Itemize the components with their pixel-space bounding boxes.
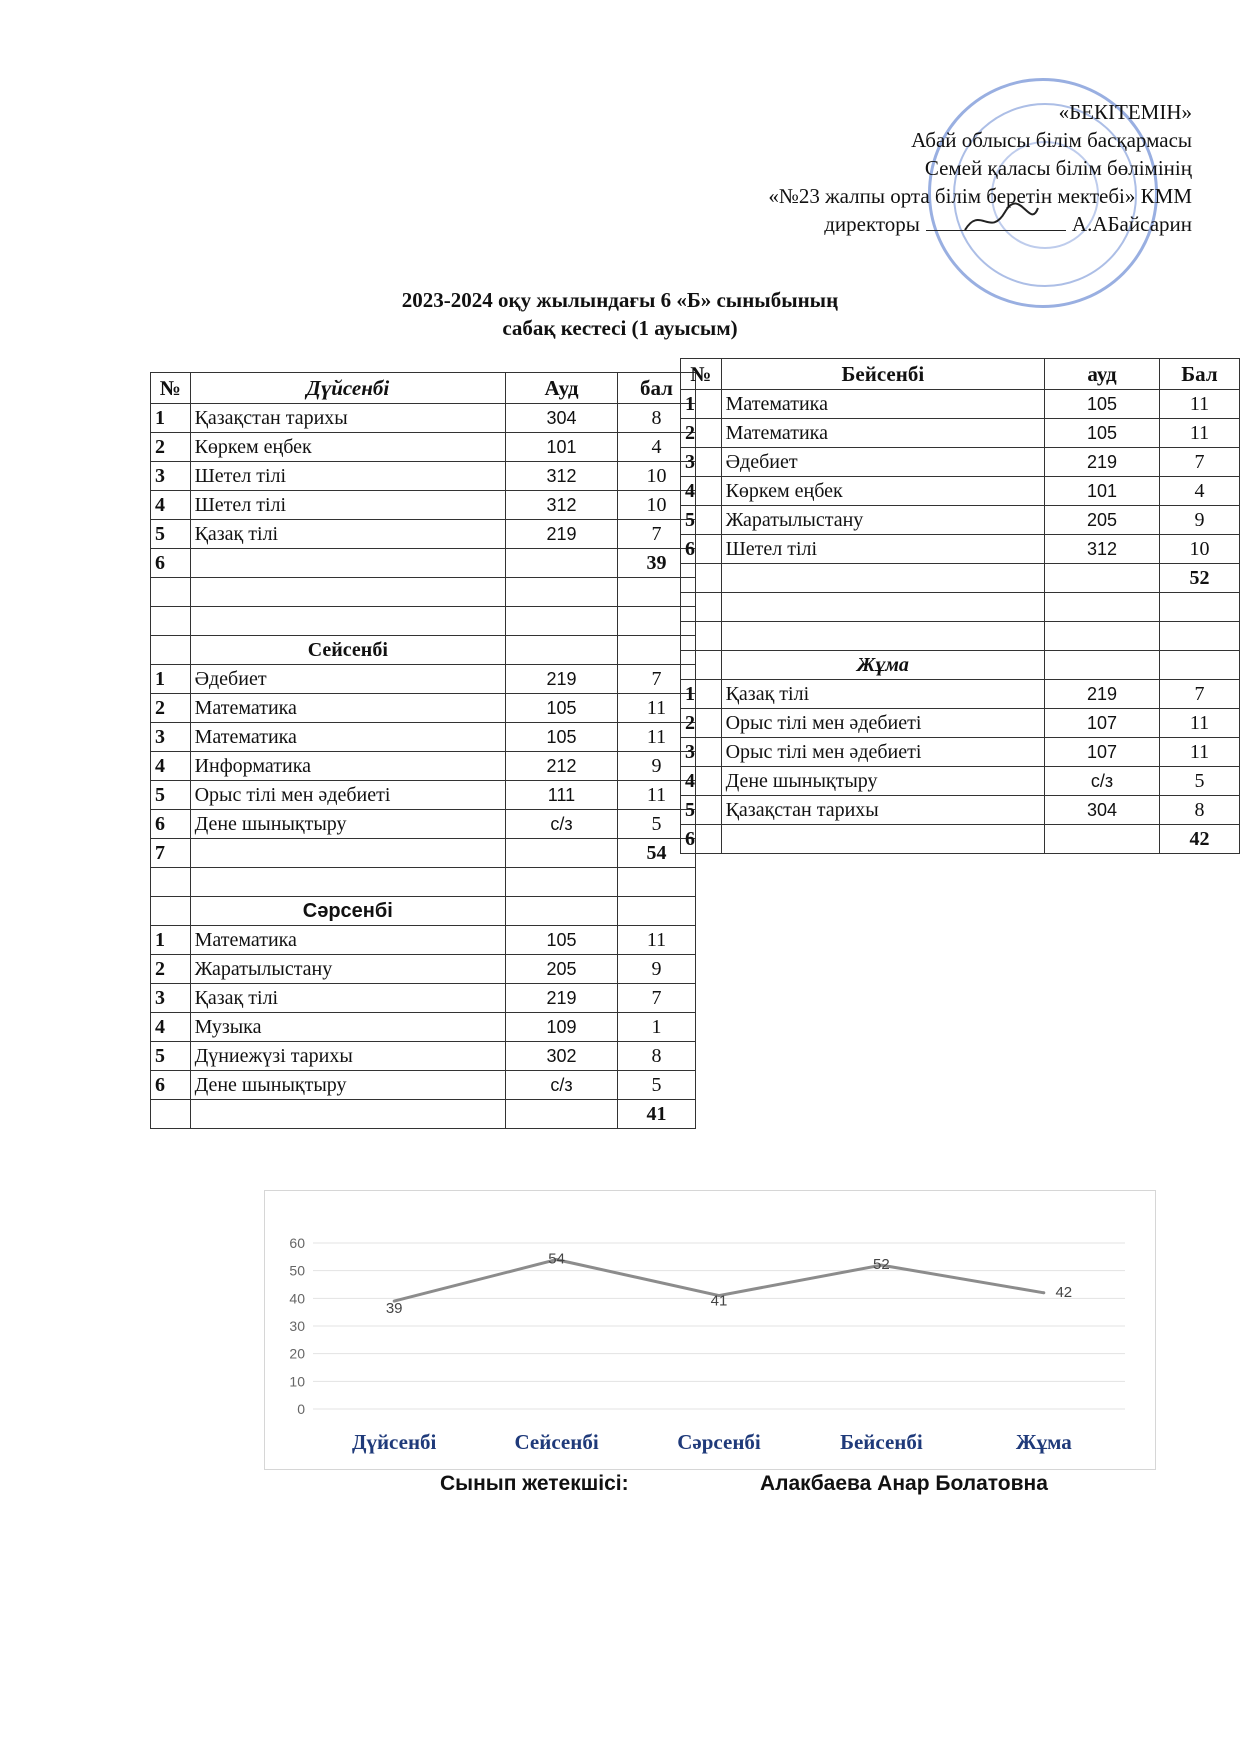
table-row [681,477,1240,506]
lesson-points: 10 [617,462,695,491]
table-row [151,462,696,491]
table-row [151,839,696,868]
class-teacher-line [440,1472,1048,1496]
data-label: 41 [710,1292,728,1310]
table-row [151,520,696,549]
lesson-points: 7 [617,520,695,549]
class-teacher-name: Алакбаева Анар Болатовна [760,1472,1048,1495]
lesson-subject: Қазақстан тарихы [190,404,505,433]
lesson-number: 4 [151,491,191,520]
approval-heading: «БЕКІТЕМІН» [1058,100,1192,124]
lesson-number: 4 [681,477,722,506]
lesson-room [506,839,618,868]
lesson-subject: Дене шынықтыру [190,1071,505,1100]
table-row [681,419,1240,448]
lesson-subject [721,564,1045,593]
empty-row [151,868,696,897]
lesson-points: 5 [1159,767,1239,796]
approval-block [768,98,1192,238]
lesson-number: 1 [151,665,191,694]
lesson-subject: Көркем еңбек [190,433,505,462]
data-label: 52 [873,1256,890,1274]
lesson-room: 302 [506,1042,618,1071]
lesson-points: 4 [617,433,695,462]
lesson-points: 9 [617,752,695,781]
lesson-subject: Әдебиет [721,448,1045,477]
table-row [151,491,696,520]
data-label: 54 [548,1250,565,1268]
lesson-number: 6 [681,535,722,564]
table-row [151,404,696,433]
lesson-points: 1 [617,1013,695,1042]
lesson-subject: Орыс тілі мен әдебиеті [190,781,505,810]
lesson-number: 3 [151,723,191,752]
lesson-points: 8 [1159,796,1239,825]
lesson-room: 105 [1045,390,1160,419]
table-row [151,810,696,839]
table-row [681,390,1240,419]
lesson-points: 7 [617,665,695,694]
day-header-monday: Дүйсенбі [190,373,505,404]
director-name: А.АБайсарин [1071,212,1192,236]
lesson-room [506,549,618,578]
approval-line-4 [768,210,1192,238]
table-row [681,825,1240,854]
lesson-subject [721,825,1045,854]
lesson-number: 6 [151,810,191,839]
lesson-number [151,1100,191,1129]
lesson-number: 3 [151,462,191,491]
empty-row [151,607,696,636]
table-row [151,723,696,752]
lesson-subject: Математика [190,926,505,955]
lesson-subject: Орыс тілі мен әдебиеті [721,709,1045,738]
x-category-label: Бейсенбі [840,1430,923,1454]
lesson-number [681,564,722,593]
lesson-number: 1 [681,390,722,419]
day-title-row [681,651,1240,680]
lesson-points: 42 [1159,825,1239,854]
page-title [0,286,1240,342]
table-row [151,1042,696,1071]
lesson-points: 11 [617,926,695,955]
lesson-points: 11 [1159,738,1239,767]
table-row [151,549,696,578]
lesson-room: 312 [506,491,618,520]
points-header: Бал [1159,359,1239,390]
lesson-room: 304 [506,404,618,433]
lesson-room: 312 [506,462,618,491]
table-row [151,955,696,984]
day-title-row [151,636,696,665]
room-header: ауд [1045,359,1160,390]
lesson-subject: Орыс тілі мен әдебиеті [721,738,1045,767]
table-row [151,984,696,1013]
lesson-subject: Шетел тілі [190,462,505,491]
lesson-room: 105 [1045,419,1160,448]
table-row [151,694,696,723]
lesson-points: 9 [1159,506,1239,535]
table-row [681,738,1240,767]
table-row [681,564,1240,593]
lesson-subject: Әдебиет [190,665,505,694]
approval-role: директоры [824,212,920,236]
y-tick-label: 40 [289,1290,305,1307]
num-header: № [151,373,191,404]
approval-line-1: Абай облысы білім басқармасы [911,128,1192,152]
lesson-number: 1 [151,926,191,955]
lesson-room [1045,825,1160,854]
lesson-subject: Қазақстан тарихы [721,796,1045,825]
lesson-points: 11 [617,694,695,723]
lesson-subject: Қазақ тілі [721,680,1045,709]
lesson-subject: Жаратылыстану [721,506,1045,535]
lesson-subject: Шетел тілі [721,535,1045,564]
num-header: № [681,359,722,390]
lesson-points: 8 [617,1042,695,1071]
title-line-1: 2023-2024 оқу жылындағы 6 «Б» сыныбының [401,288,839,312]
lesson-subject: Математика [190,694,505,723]
lesson-number: 2 [151,955,191,984]
lesson-room: 101 [506,433,618,462]
day-title-wednesday: Сәрсенбі [190,897,505,926]
table-row [681,535,1240,564]
chart-svg [265,1191,1155,1469]
lesson-number: 3 [681,448,722,477]
data-label: 39 [385,1300,403,1318]
lesson-room: 205 [506,955,618,984]
approval-line-3: «№23 жалпы орта білім беретін мектебі» КММ [768,184,1192,208]
lesson-subject: Музыка [190,1013,505,1042]
lesson-points: 5 [617,810,695,839]
lesson-number: 7 [151,839,191,868]
empty-row [681,593,1240,622]
lesson-room: 312 [1045,535,1160,564]
lesson-number: 4 [151,752,191,781]
lesson-points: 11 [617,723,695,752]
lesson-points: 41 [617,1100,695,1129]
lesson-number: 4 [681,767,722,796]
lesson-points: 11 [1159,390,1239,419]
lesson-room [1045,564,1160,593]
lesson-room: 105 [506,926,618,955]
table-row [151,781,696,810]
lesson-room: с/з [506,810,618,839]
y-tick-label: 0 [297,1401,305,1417]
lesson-room: 105 [506,723,618,752]
lesson-number: 6 [681,825,722,854]
right-header-row [681,359,1240,390]
table-row [681,796,1240,825]
right-timetable [680,358,1240,854]
lesson-number: 5 [151,781,191,810]
day-title-tuesday: Сейсенбі [190,636,505,665]
x-category-label: Дүйсенбі [352,1430,437,1454]
table-row [151,1100,696,1129]
table-row [151,752,696,781]
data-label: 42 [1055,1283,1073,1301]
x-category-label: Сейсенбі [514,1430,599,1454]
lesson-points: 5 [617,1071,695,1100]
lesson-room: 107 [1045,738,1160,767]
lesson-room: 219 [506,665,618,694]
lesson-number: 2 [681,419,722,448]
lesson-points: 10 [1159,535,1239,564]
lesson-points: 4 [1159,477,1239,506]
table-row [151,665,696,694]
lesson-points: 8 [617,404,695,433]
day-title-row [151,897,696,926]
table-row [151,926,696,955]
lesson-points: 9 [617,955,695,984]
lesson-subject: Математика [190,723,505,752]
table-row [681,448,1240,477]
lesson-number: 1 [681,680,722,709]
lesson-number: 3 [151,984,191,1013]
lesson-subject [190,839,505,868]
lesson-points: 7 [1159,448,1239,477]
day-title-friday: Жұма [721,651,1045,680]
lesson-room: 205 [1045,506,1160,535]
lesson-room: 109 [506,1013,618,1042]
lesson-number: 2 [151,694,191,723]
lesson-number: 6 [151,1071,191,1100]
lesson-subject: Жаратылыстану [190,955,505,984]
lesson-points: 7 [617,984,695,1013]
lesson-number: 2 [681,709,722,738]
lesson-room: 111 [506,781,618,810]
data-point [1042,1291,1045,1294]
lesson-number: 5 [681,506,722,535]
lesson-subject [190,1100,505,1129]
lesson-number: 2 [151,433,191,462]
lesson-room: 105 [506,694,618,723]
lesson-subject: Қазақ тілі [190,984,505,1013]
lesson-number: 5 [681,796,722,825]
lesson-points: 54 [617,839,695,868]
lesson-points: 11 [1159,419,1239,448]
table-row [681,767,1240,796]
lesson-points: 11 [1159,709,1239,738]
lesson-number: 1 [151,404,191,433]
empty-row [681,622,1240,651]
table-row [151,1071,696,1100]
y-tick-label: 60 [289,1235,305,1251]
lesson-room: 304 [1045,796,1160,825]
lesson-subject: Математика [721,419,1045,448]
lesson-subject: Дене шынықтыру [721,767,1045,796]
table-row [681,506,1240,535]
lesson-room: с/з [506,1071,618,1100]
lesson-number: 5 [151,520,191,549]
lesson-room: 219 [506,984,618,1013]
lesson-number: 5 [151,1042,191,1071]
left-header-row [151,373,696,404]
lesson-points: 39 [617,549,695,578]
x-category-label: Сәрсенбі [677,1430,761,1454]
room-header: Ауд [506,373,618,404]
lesson-number: 4 [151,1013,191,1042]
left-timetable [150,372,696,1129]
y-tick-label: 10 [289,1373,305,1390]
weekly-points-chart [264,1190,1156,1470]
lesson-room: 212 [506,752,618,781]
class-teacher-label: Сынып жетекшісі: [440,1472,629,1495]
y-tick-label: 30 [289,1318,305,1334]
lesson-subject [190,549,505,578]
lesson-room: 219 [506,520,618,549]
lesson-subject: Дүниежүзі тарихы [190,1042,505,1071]
title-line-2: сабақ кестесі (1 ауысым) [502,316,738,340]
lesson-points: 11 [617,781,695,810]
x-category-label: Жұма [1015,1430,1072,1454]
empty-row [151,578,696,607]
table-row [151,1013,696,1042]
table-row [681,709,1240,738]
lesson-subject: Математика [721,390,1045,419]
lesson-room: 219 [1045,680,1160,709]
lesson-points: 10 [617,491,695,520]
lesson-number: 6 [151,549,191,578]
approval-line-2: Семей қаласы білім бөлімінің [924,156,1192,180]
y-tick-label: 50 [289,1262,305,1279]
lesson-points: 7 [1159,680,1239,709]
lesson-subject: Қазақ тілі [190,520,505,549]
lesson-subject: Дене шынықтыру [190,810,505,839]
lesson-subject: Көркем еңбек [721,477,1045,506]
lesson-number: 3 [681,738,722,767]
lesson-room: 219 [1045,448,1160,477]
lesson-room [506,1100,618,1129]
y-tick-label: 20 [289,1345,305,1362]
lesson-room: 101 [1045,477,1160,506]
table-row [681,680,1240,709]
lesson-points: 52 [1159,564,1239,593]
day-header-thursday: Бейсенбі [721,359,1045,390]
lesson-room: с/з [1045,767,1160,796]
lesson-room: 107 [1045,709,1160,738]
table-row [151,433,696,462]
lesson-subject: Шетел тілі [190,491,505,520]
lesson-subject: Информатика [190,752,505,781]
points-header: бал [617,373,695,404]
